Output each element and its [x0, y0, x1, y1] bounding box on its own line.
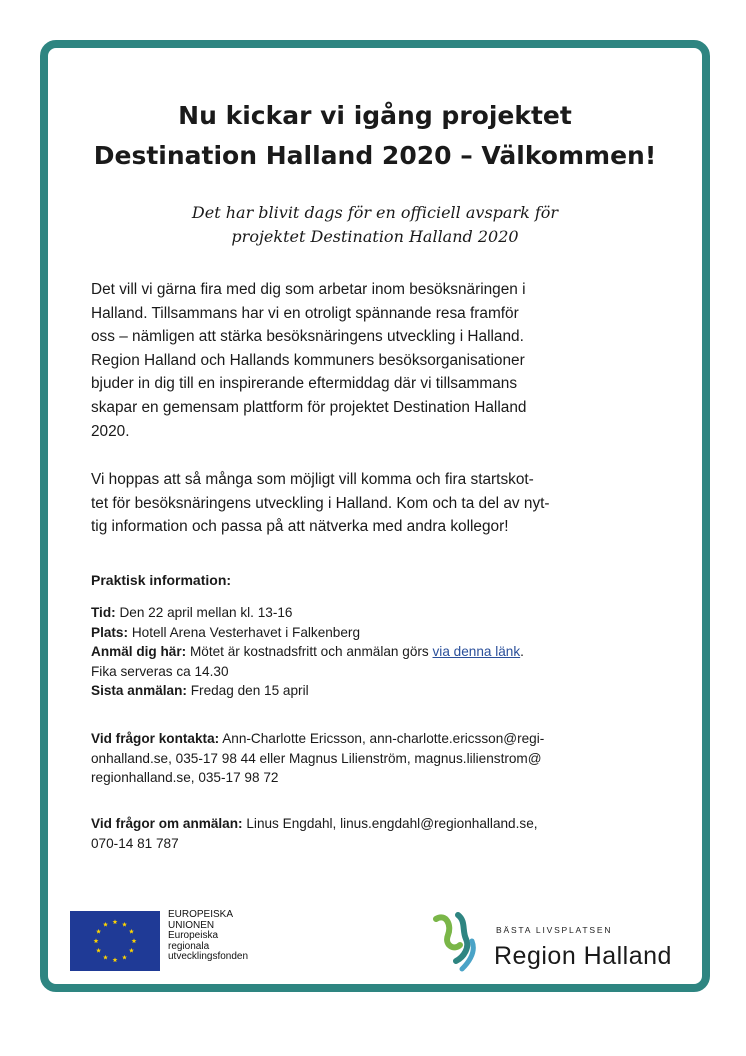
paragraph-line: Det vill vi gärna fira med dig som arbetar inom besöksnäringen i [91, 281, 526, 298]
signup-questions-label: Vid frågor om anmälan: [91, 816, 243, 831]
region-name: Region Halland [494, 942, 672, 970]
fika-note: Fika serveras ca 14.30 [91, 663, 229, 679]
paragraph-line: oss – nämligen att stärka besöksnäringens utveckling i Halland. [91, 328, 524, 346]
intro-paragraph [91, 278, 636, 443]
contact-line-2: onhalland.se, 035-17 98 44 eller Magnus Lilienström, magnus.lilienstrom@ [91, 750, 542, 766]
contact-label: Vid frågor kontakta: [91, 731, 220, 746]
eu-star-icon [113, 957, 118, 962]
time-label: Tid: [91, 605, 116, 620]
time-value: Den 22 april mellan kl. 13-16 [119, 605, 293, 620]
signup-after: . [520, 644, 524, 659]
eu-logo-line: EUROPEISKA [168, 909, 234, 920]
deadline-value: Fredag den 15 april [190, 683, 309, 698]
title-line-1: Nu kickar vi igång projektet [178, 101, 572, 130]
signup-questions-line-2: 070-14 81 787 [91, 835, 179, 851]
paragraph-line: 2020. [91, 422, 130, 440]
signup-value: Mötet är kostnadsfritt och anmälan görs [189, 644, 429, 659]
paragraph-line: Vi hoppas att så många som möjligt vill komma och fira startskot- [91, 471, 534, 488]
poster-frame [40, 40, 710, 992]
eu-logo-line: utvecklingsfonden [168, 951, 249, 962]
region-halland-symbol-icon [432, 911, 480, 975]
paragraph-line: bjuder in dig till en inspirerande eftermiddag där vi tillsammans [91, 375, 518, 393]
signup-questions-line-1: Linus Engdahl, linus.engdahl@regionhalland.se, [246, 816, 538, 831]
signup-label: Anmäl dig här: [91, 644, 187, 659]
practical-info-heading: Praktisk information: [91, 572, 232, 588]
paragraph-line: tet för besöksnäringens utveckling i Halland. Kom och ta del av nyt- [91, 494, 550, 512]
eu-star-icon [96, 948, 101, 953]
signup-questions-info [91, 814, 651, 853]
eu-flag-icon [70, 911, 160, 971]
eu-logo-line: UNIONEN [168, 919, 215, 931]
signup-link[interactable]: via denna länk [432, 644, 521, 659]
paragraph-line: tig information och passa på att nätverka med andra kollegor! [91, 518, 509, 536]
practical-info [91, 603, 651, 701]
page-title [48, 96, 702, 176]
paragraph-line: skapar en gemensam plattform för projektet Destination Halland [91, 398, 527, 416]
eu-star-icon [103, 955, 108, 960]
eu-star-icon [122, 922, 127, 927]
contact-info [91, 729, 651, 788]
place-label: Plats: [91, 624, 129, 640]
paragraph-line: Region Halland och Hallands kommuners besöksorganisationer [91, 351, 525, 369]
eu-star-icon [96, 929, 101, 934]
contact-line-3: regionhalland.se, 035-17 98 72 [91, 770, 279, 785]
contact-line-1: Ann-Charlotte Ericsson, ann-charlotte.ericsson@regi- [222, 731, 545, 746]
paragraph-line: Halland. Tillsammans har vi en otroligt spännande resa framför [91, 304, 519, 322]
eu-logo-line: Europeiska [168, 930, 219, 941]
eu-star-icon [103, 922, 108, 927]
deadline-label: Sista anmälan: [91, 683, 187, 698]
subtitle [48, 201, 702, 249]
eu-star-icon [94, 938, 99, 943]
eu-star-icon [129, 948, 134, 953]
subtitle-line-2: projektet Destination Halland 2020 [231, 227, 519, 246]
eu-star-icon [129, 929, 134, 934]
title-line-2: Destination Halland 2020 – Välkommen! [93, 141, 657, 170]
eu-logo-line: regionala [168, 940, 210, 952]
place-value: Hotell Arena Vesterhavet i Falkenberg [131, 624, 361, 640]
eu-star-icon [113, 919, 118, 924]
eu-star-icon [122, 955, 127, 960]
invite-paragraph [91, 468, 636, 539]
region-tagline: BÄSTA LIVSPLATSEN [496, 925, 613, 935]
eu-star-icon [132, 938, 137, 943]
eu-logo-text [168, 910, 248, 963]
subtitle-line-1: Det har blivit dags för en officiell avspark för [191, 203, 559, 222]
